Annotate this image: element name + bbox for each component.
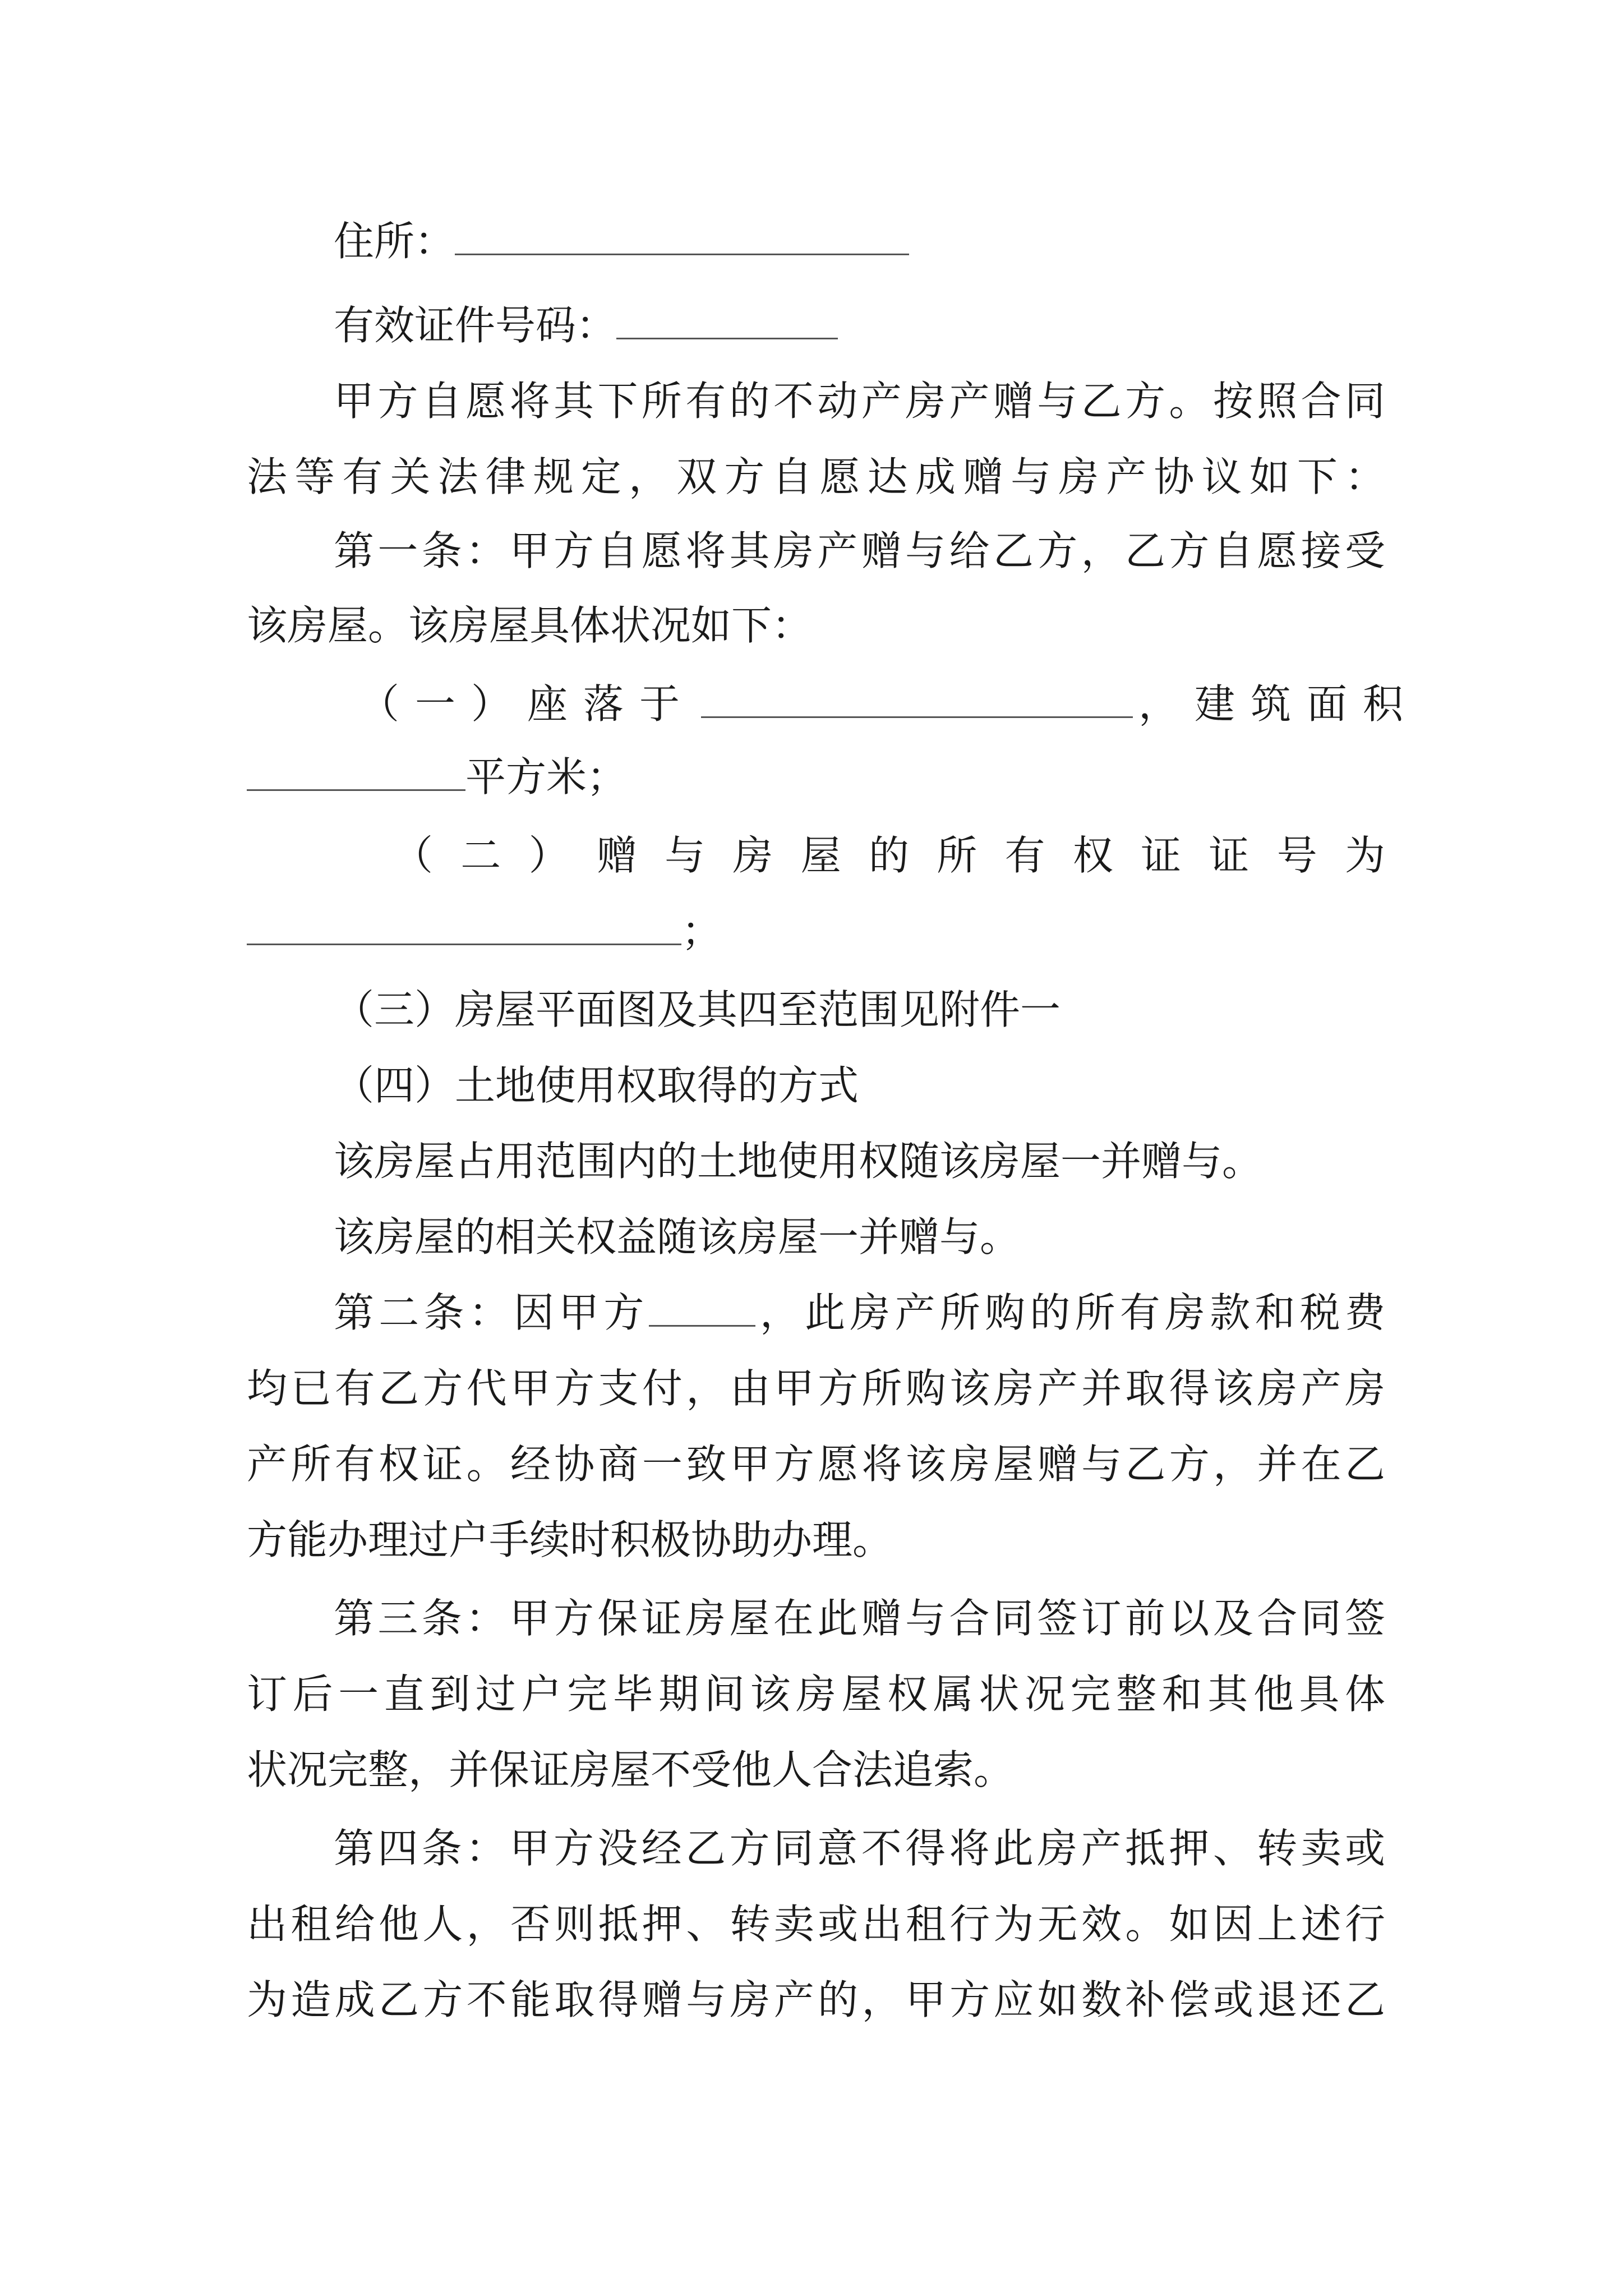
article-4-line-2: 出租给他人，否则抵押、转卖或出租行为无效。如因上述行 — [247, 1901, 1385, 1948]
item-2-terminator: ； — [681, 908, 722, 955]
address-line — [334, 213, 1385, 269]
article-2-line-2: 均已有乙方代甲方支付，由甲方所购该房产并取得该房产房 — [247, 1365, 1385, 1412]
area-unit-label: 平方米； — [465, 753, 628, 800]
article-4-line-1: 第四条：甲方没经乙方同意不得将此房产抵押、转卖或 — [334, 1825, 1385, 1872]
item-3: （三）房屋平面图及其四至范围见附件一 — [334, 986, 1061, 1033]
land-use-clause: 该房屋占用范围内的土地使用权随该房屋一并赠与。 — [334, 1138, 1263, 1185]
certificate-number-blank[interactable] — [247, 904, 681, 945]
item-1-line-1 — [359, 676, 1419, 732]
article-2-rest: ，此房产所购的所有房款和税费 — [755, 1289, 1385, 1336]
item-1-area-label: ，建筑面积 — [1138, 680, 1419, 728]
id-number-label: 有效证件号码： — [334, 302, 617, 349]
article-2-line-1 — [334, 1285, 1385, 1341]
id-number-blank[interactable] — [616, 298, 838, 339]
article-2-lead: 第二条：因甲方 — [334, 1289, 649, 1336]
item-2-line-2 — [247, 903, 1385, 959]
reason-blank[interactable] — [649, 1286, 755, 1327]
location-blank[interactable] — [701, 677, 1133, 718]
article-1-line-1: 第一条：甲方自愿将其房产赠与给乙方，乙方自愿接受 — [334, 527, 1385, 574]
article-3-line-3: 状况完整，并保证房屋不受他人合法追索。 — [247, 1746, 1015, 1793]
preamble-line-2: 法等有关法律规定，双方自愿达成赠与房产协议如下： — [247, 453, 1385, 500]
item-1-line-2 — [247, 749, 1385, 805]
article-2-line-3: 产所有权证。经协商一致甲方愿将该房屋赠与乙方，并在乙 — [247, 1441, 1385, 1488]
address-label: 住所： — [334, 218, 455, 265]
item-4: （四）土地使用权取得的方式 — [334, 1062, 859, 1109]
preamble-line-1: 甲方自愿将其下所有的不动产房产赠与乙方。按照合同 — [334, 378, 1385, 425]
id-number-line — [334, 297, 1385, 353]
area-blank[interactable] — [247, 750, 465, 791]
article-3-line-2: 订后一直到过户完毕期间该房屋权属状况完整和其他具体 — [247, 1671, 1385, 1718]
rights-clause: 该房屋的相关权益随该房屋一并赠与。 — [334, 1213, 1021, 1260]
article-4-line-3: 为造成乙方不能取得赠与房产的，甲方应如数补偿或退还乙 — [247, 1976, 1385, 2023]
address-blank[interactable] — [455, 214, 909, 255]
item-1-location-label: （一）座落于 — [359, 680, 696, 728]
article-3-line-1: 第三条：甲方保证房屋在此赠与合同签订前以及合同签 — [334, 1595, 1385, 1642]
item-2-line-1: （二）赠与房屋的所有权证证号为 — [393, 832, 1385, 879]
article-1-line-2: 该房屋。该房屋具体状况如下： — [247, 602, 813, 649]
article-2-line-4: 方能办理过户手续时积极协助办理。 — [247, 1516, 893, 1563]
